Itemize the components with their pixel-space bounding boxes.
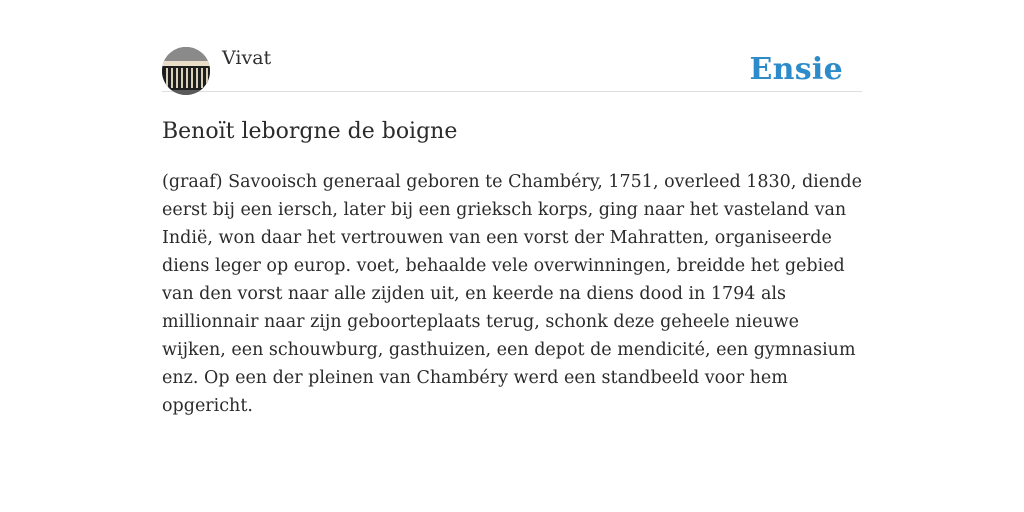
brand-logo[interactable]: Ensie — [749, 52, 843, 87]
entry-header — [162, 46, 862, 92]
entry-text: (graaf) Savooisch generaal geboren te Chambéry, 1751, overleed 1830, diende eerst bij een iersch, later bij een grieksch korps, ging naar het vasteland van Indië, won daar het vertrouwen van een vorst der Mahratten, organiseerde diens leger op europ. voet, behaalde vele overwinningen, breidde het gebied van den vorst naar alle zijden uit, en keerde na diens dood in 1794 als millionnair naar zijn geboorteplaats terug, schonk deze geheele nieuwe wijken, een schouwburg, gasthuizen, een depot de mendicité, een gymnasium enz. Op een der pleinen van Chambéry werd een standbeeld voor hem opgericht. — [162, 172, 862, 416]
entry-title: Benoït leborgne de boigne — [162, 119, 458, 144]
author-link[interactable]: Vivat — [222, 47, 272, 69]
entry-card — [162, 46, 862, 420]
author-avatar[interactable] — [162, 47, 210, 95]
avatar-image — [162, 47, 210, 95]
